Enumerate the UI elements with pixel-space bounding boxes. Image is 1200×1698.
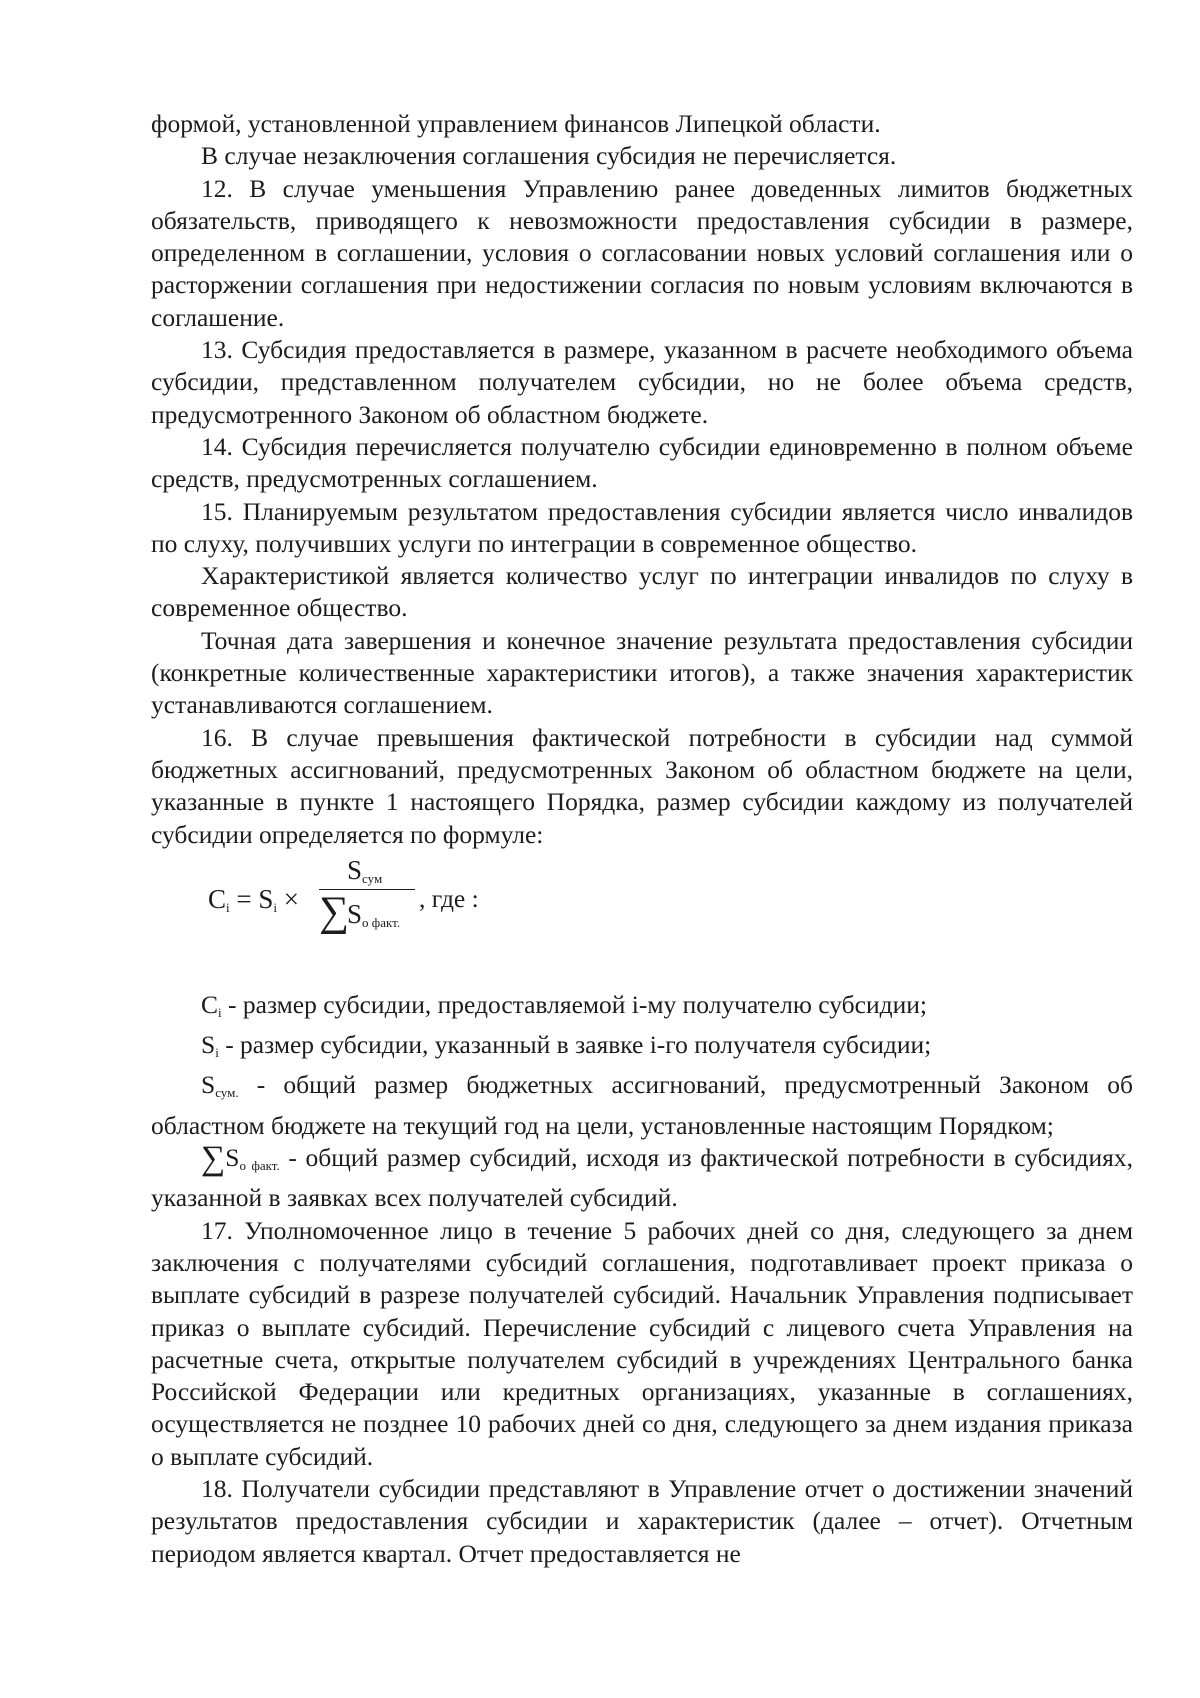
- formula-where: , где :: [419, 883, 479, 913]
- formula-numerator: $S_{сум}$: [347, 854, 383, 886]
- definition-sum-sfact: $\sum S_{о факт.}$ - общий размер субсидий, исходя из фактической потребности в субсидиях, указанной в заявках всех получателей субсидий.: [151, 1140, 1133, 1213]
- paragraph-exact-date: Точная дата завершения и конечное значение результата предоставления субсидии (конкретные количественные характеристики итогов), а также значения характеристик устанавливаются соглашением.: [151, 625, 1133, 720]
- definition-ci: $C_i$ - размер субсидии, предоставляемой i-му получателю субсидии;: [201, 989, 927, 1020]
- paragraph-18: 18. Получатели субсидии представляют в Управление отчет о достижении значений результатов предоставления субсидии и характеристик (далее – отчет). Отчетным периодом является квартал. Отчет предоставляется не: [151, 1473, 1133, 1568]
- paragraph-15: 15. Планируемым результатом предоставления субсидии является число инвалидов по слуху, получивших услуги по интеграции в современное общество.: [151, 496, 1133, 558]
- paragraph-14: 14. Субсидия перечисляется получателю субсидии единовременно в полном объеме средств, предусмотренных соглашением.: [151, 431, 1133, 494]
- subsidy-formula: [151, 851, 1133, 989]
- sigma-symbol: ∑: [319, 888, 349, 935]
- paragraph-characteristic: Характеристикой является количество услуг по интеграции инвалидов по слуху в современное общество.: [151, 561, 1133, 623]
- formula-left-side: $C_i = S_i$ ×: [208, 883, 299, 915]
- paragraph-16: 16. В случае превышения фактической потребности в субсидии над суммой бюджетных ассигнований, предусмотренных Законом об областном бюджете на цели, указанные в пункте 1 настоящего Порядка, размер субсидии каждому из получателей субсидии определяется по формуле:: [151, 722, 1133, 849]
- paragraph-12: 12. В случае уменьшения Управлению ранее доведенных лимитов бюджетных обязательств, приводящего к невозможности предоставления субсидии в размере, определенном в соглашении, условия о согласовании новых условий соглашения или о расторжении соглашения при недостижении согласия по новым условиям включаются в соглашение.: [151, 173, 1133, 332]
- paragraph-13: 13. Субсидия предоставляется в размере, указанном в расчете необходимого объема субсидии, представленном получателем субсидии, но не более объема средств, предусмотренного Законом об областном бюджете.: [151, 335, 1133, 429]
- paragraph-no-agreement: В случае незаключения соглашения субсидия не перечисляется.: [201, 141, 897, 171]
- paragraph-17: 17. Уполномоченное лицо в течение 5 рабочих дней со дня, следующего за днем заключения с получателями субсидий соглашения, подготавливает проект приказа о выплате субсидий в разрезе получателей субсидий. Начальник Управления подписывает приказ о выплате субсидий. Перечисление субсидий с лицевого счета Управления на расчетные счета, открытые получателем субсидий в учреждениях Центрального банка Российской Федерации или кредитных организациях, указанные в соглашениях, осуществляется не позднее 10 рабочих дней со дня, следующего за днем издания приказа о выплате субсидий.: [151, 1215, 1133, 1471]
- definition-si: $S_i$ - размер субсидии, указанный в заявке i-го получателя субсидии;: [201, 1030, 932, 1061]
- document-body: [151, 108, 1133, 1570]
- definition-ssum: $S_{сум.}$ - общий размер бюджетных ассигнований, предусмотренный Законом об областном бюджете на текущий год на цели, установленные настоящим Порядком;: [151, 1070, 1133, 1140]
- formula-denominator: $S_{о факт.}$: [347, 898, 401, 930]
- paragraph-form-continuation: формой, установленной управлением финансов Липецкой области.: [151, 109, 881, 138]
